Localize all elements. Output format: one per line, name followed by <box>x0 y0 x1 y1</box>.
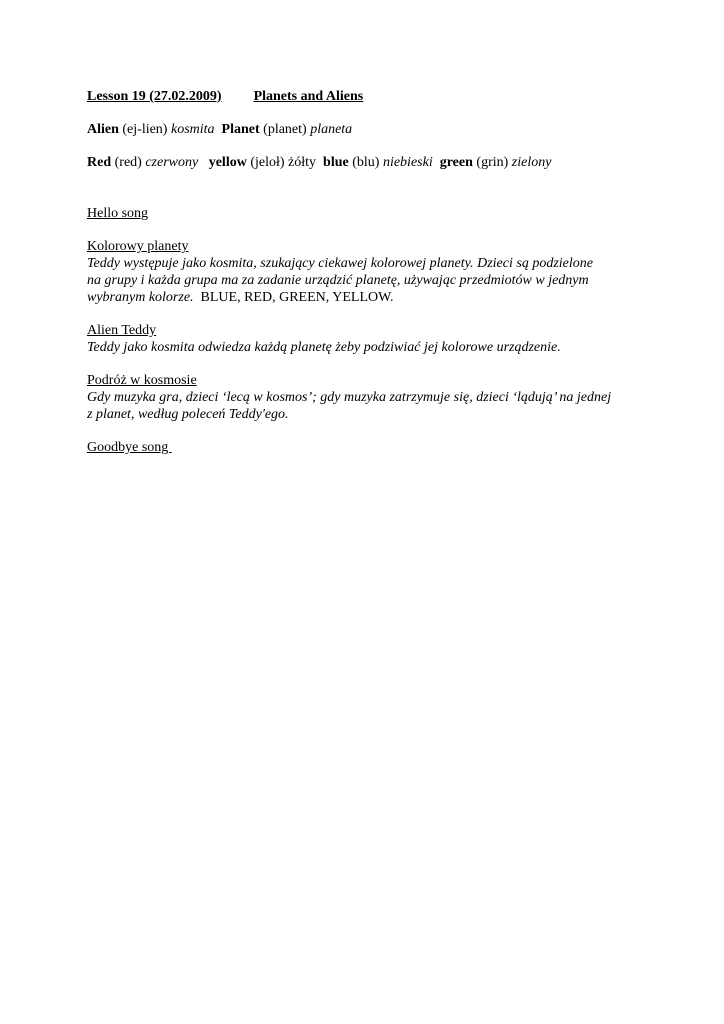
vocab-green-pl: zielony <box>511 155 552 170</box>
vocab-blue-pron: (blu) <box>352 155 380 170</box>
vocab-blue-en: blue <box>323 155 349 170</box>
vocab-blue-pl: niebieski <box>382 155 433 170</box>
kolorowy-text-line-3 <box>87 289 394 306</box>
vocab-yellow-pl: żółty <box>288 155 317 170</box>
vocab-yellow-en: yellow <box>208 155 247 170</box>
section-title-alien-teddy: Alien Teddy <box>87 323 157 338</box>
section-title-hello-song: Hello song <box>87 206 149 221</box>
kolorowy-text-line-1: Teddy występuje jako kosmita, szukający ciekawej kolorowej planety. Dzieci są podzielone <box>87 256 593 271</box>
vocab-planet-pl: planeta <box>310 122 353 137</box>
podroz-text-line-2: z planet, według poleceń Teddy'ego. <box>87 407 289 422</box>
vocab-alien-pron: (ej-lien) <box>122 122 168 137</box>
vocab-red-en: Red <box>87 155 112 170</box>
vocab-line-2 <box>87 154 551 171</box>
vocab-red-pron: (red) <box>114 155 142 170</box>
vocab-yellow-pron: (jeloł) <box>250 155 285 170</box>
section-title-goodbye-song: Goodbye song <box>87 440 172 455</box>
vocab-green-pron: (grin) <box>476 155 509 170</box>
section-title-podroz-w-kosmosie: Podróż w kosmosie <box>87 373 197 388</box>
vocab-alien-en: Alien <box>87 122 119 137</box>
vocab-planet-pron: (planet) <box>263 122 307 137</box>
alien-teddy-text-line-1: Teddy jako kosmita odwiedza każdą planetę żeby podziwiać jej kolorowe urządzenie. <box>87 340 561 355</box>
vocab-alien-pl: kosmita <box>170 122 215 137</box>
lesson-number: Lesson 19 (27.02.2009) <box>87 89 222 104</box>
kolorowy-text-line-2: na grupy i każda grupa ma za zadanie urządzić planetę, używając przedmiotów w jednym <box>87 273 589 288</box>
lesson-header <box>87 88 363 105</box>
section-title-kolorowy-planety: Kolorowy planety <box>87 239 189 254</box>
kolorowy-line-3-italic: wybranym kolorze. <box>87 290 194 305</box>
vocab-line-1 <box>87 121 352 138</box>
podroz-text-line-1: Gdy muzyka gra, dzieci ‘lecą w kosmos’; gdy muzyka zatrzymuje się, dzieci ‘lądują’ na jednej <box>87 390 612 405</box>
vocab-planet-en: Planet <box>221 122 260 137</box>
vocab-green-en: green <box>439 155 473 170</box>
kolorowy-color-list: BLUE, RED, GREEN, YELLOW. <box>200 290 394 305</box>
vocab-red-pl: czerwony <box>145 155 199 170</box>
lesson-topic: Planets and Aliens <box>253 89 364 104</box>
